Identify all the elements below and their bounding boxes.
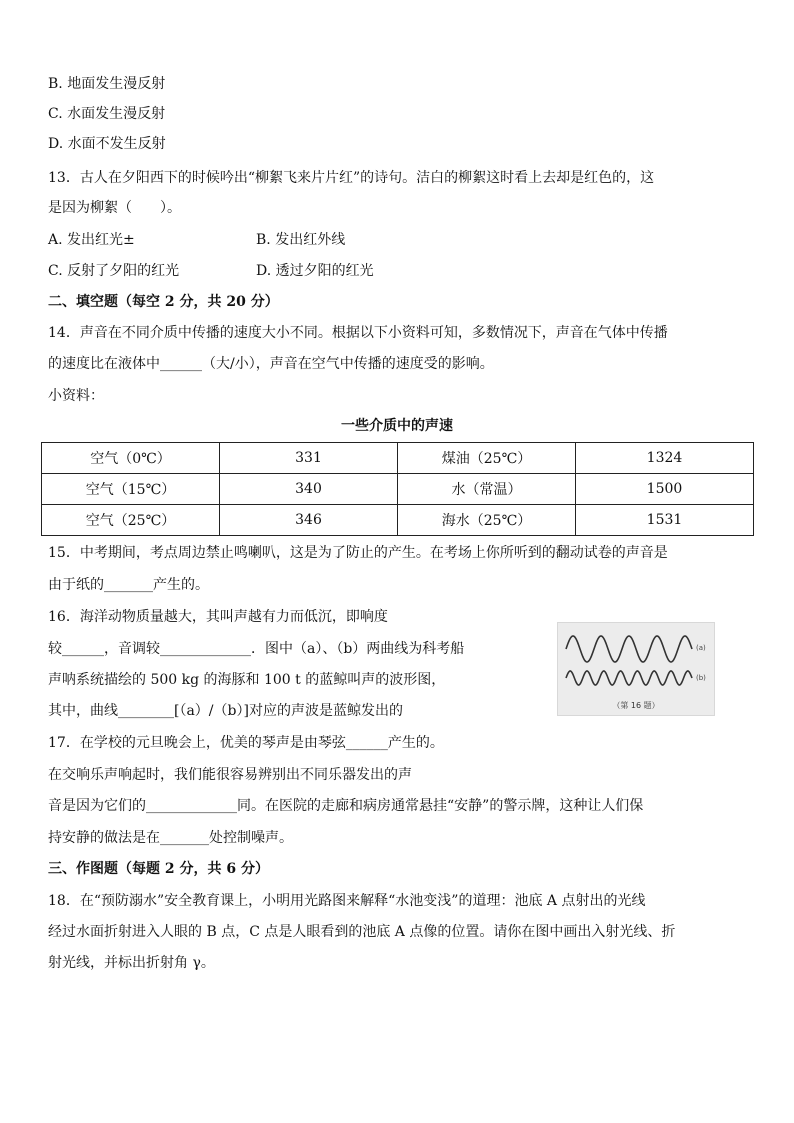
q18-stem-line1: 18．在“预防溺水”安全教育课上，小明用光路图来解释“水池变浅”的道理：池底 A 点射出的光线 xyxy=(48,893,646,909)
sound-speed-table xyxy=(41,442,754,536)
q17-stem-line1: 17．在学校的元旦晚会上，优美的琴声是由琴弦______产生的。 xyxy=(48,735,444,751)
table-cell: 340 xyxy=(220,474,398,505)
waveform-curve-b xyxy=(566,671,692,685)
table-cell: 346 xyxy=(220,505,398,536)
table-caption: 一些介质中的声速 xyxy=(341,418,453,434)
table-cell: 1531 xyxy=(576,505,754,536)
table-row xyxy=(42,474,754,505)
q17-stem-line2: 在交响乐声响起时，我们能很容易辨别出不同乐器发出的声 xyxy=(48,767,412,783)
q14-stem-line2: 的速度比在液体中______（大/小），声音在空气中传播的速度受的影响。 xyxy=(48,356,494,372)
q13-option-c: C. 反射了夕阳的红光 xyxy=(48,263,180,279)
q13-stem-line2: 是因为柳絮（ ）。 xyxy=(48,200,181,216)
table-cell: 1324 xyxy=(576,443,754,474)
q13-option-d: D. 透过夕阳的红光 xyxy=(256,263,374,279)
waveform-curve-a xyxy=(566,636,692,662)
q16-stem-line3: 声呐系统描绘的 500 kg 的海豚和 100 t 的蓝鲸叫声的波形图， xyxy=(48,672,446,688)
q16-stem-line2: 较______，音调较_____________．图中（a）、（b）两曲线为科考船 xyxy=(48,641,465,657)
q18-stem-line3: 射光线，并标出折射角 γ。 xyxy=(48,955,215,971)
q12-option-b: B. 地面发生漫反射 xyxy=(48,76,166,92)
q15-stem-line1: 15．中考期间，考点周边禁止鸣喇叭，这是为了防止的产生。在考场上你所听到的翻动试卷的声音是 xyxy=(48,545,668,561)
q14-note: 小资料： xyxy=(48,388,104,404)
table-cell: 煤油（25℃） xyxy=(398,443,576,474)
table-cell: 空气（15℃） xyxy=(42,474,220,505)
section-3-title: 三、作图题（每题 2 分，共 6 分） xyxy=(48,861,269,877)
q17-stem-line4: 持安静的做法是在_______处控制噪声。 xyxy=(48,830,293,846)
q13-option-b: B. 发出红外线 xyxy=(256,232,346,248)
q16-stem-line4: 其中，曲线________[（a）/（b）]对应的声波是蓝鲸发出的 xyxy=(48,703,403,719)
q17-stem-line3: 音是因为它们的_____________同。在医院的走廊和病房通常悬挂“安静”的警示牌，这种让人们保 xyxy=(48,798,644,814)
table-cell: 海水（25℃） xyxy=(398,505,576,536)
section-2-title: 二、填空题（每空 2 分，共 20 分） xyxy=(48,294,279,310)
q16-stem-line1: 16．海洋动物质量越大，其叫声越有力而低沉，即响度 xyxy=(48,609,388,625)
q13-stem-line1: 13．古人在夕阳西下的时候吟出“柳絮飞来片片红”的诗句。洁白的柳絮这时看上去却是红色的，这 xyxy=(48,170,655,186)
table-row xyxy=(42,505,754,536)
table-cell: 水（常温） xyxy=(398,474,576,505)
waveform-figure xyxy=(557,622,715,716)
q14-stem-line1: 14．声音在不同介质中传播的速度大小不同。根据以下小资料可知，多数情况下，声音在气体中传播 xyxy=(48,325,668,341)
table-cell: 331 xyxy=(220,443,398,474)
q15-stem-line2: 由于纸的_______产生的。 xyxy=(48,577,209,593)
q18-stem-line2: 经过水面折射进入人眼的 B 点，C 点是人眼看到的池底 A 点像的位置。请你在图中画出入射光线、折 xyxy=(48,924,676,940)
q12-option-d: D. 水面不发生反射 xyxy=(48,136,166,152)
curve-b-label: (b) xyxy=(696,674,706,682)
table-row xyxy=(42,443,754,474)
q13-option-a: A. 发出红光± xyxy=(48,232,135,248)
figure-caption: （第 16 题） xyxy=(612,701,660,710)
table-cell: 空气（0℃） xyxy=(42,443,220,474)
curve-a-label: (a) xyxy=(696,644,706,652)
q12-option-c: C. 水面发生漫反射 xyxy=(48,106,166,122)
table-cell: 空气（25℃） xyxy=(42,505,220,536)
table-cell: 1500 xyxy=(576,474,754,505)
